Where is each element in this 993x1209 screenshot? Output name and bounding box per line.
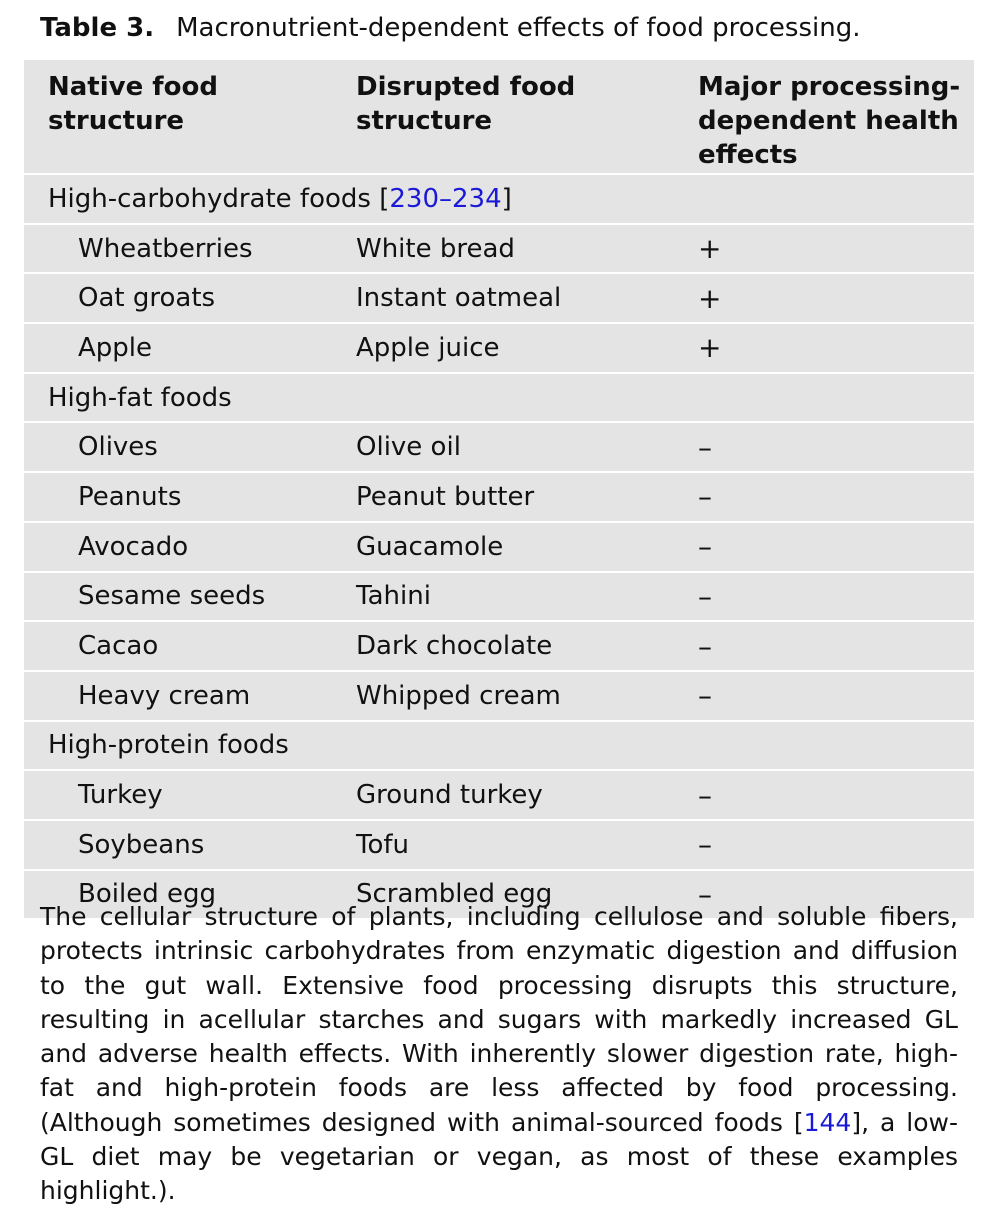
- effect-cell: +: [698, 273, 974, 323]
- table-row: [24, 621, 974, 671]
- header-native: Native food structure: [24, 60, 356, 174]
- food-processing-table: [24, 60, 974, 920]
- native-cell: Olives: [24, 422, 356, 472]
- effect-cell: –: [698, 422, 974, 472]
- effect-cell: –: [698, 621, 974, 671]
- effect-cell: –: [698, 522, 974, 572]
- native-cell: Apple: [24, 323, 356, 373]
- disrupted-cell: Dark chocolate: [356, 621, 698, 671]
- section-row-fat: [24, 373, 974, 423]
- footnote-text-end: ], a low-GL diet may be vegetarian or vegan, as most of these examples highlight.).: [40, 1107, 959, 1206]
- disrupted-cell: Tahini: [356, 572, 698, 622]
- disrupted-cell: Ground turkey: [356, 770, 698, 820]
- section-label: High-fat foods: [24, 373, 974, 423]
- table-row: [24, 273, 974, 323]
- table-row: [24, 323, 974, 373]
- effect-cell: –: [698, 671, 974, 721]
- table-row: [24, 572, 974, 622]
- native-cell: Heavy cream: [24, 671, 356, 721]
- effect-cell: +: [698, 323, 974, 373]
- native-cell: Soybeans: [24, 820, 356, 870]
- effect-cell: –: [698, 870, 974, 920]
- disrupted-cell: Tofu: [356, 820, 698, 870]
- disrupted-cell: Apple juice: [356, 323, 698, 373]
- header-row: [24, 60, 974, 174]
- table-row: [24, 820, 974, 870]
- native-cell: Peanuts: [24, 472, 356, 522]
- disrupted-cell: Guacamole: [356, 522, 698, 572]
- header-effects: Major processing-dependent health effects: [698, 60, 974, 174]
- disrupted-cell: Instant oatmeal: [356, 273, 698, 323]
- table-caption: [40, 8, 970, 48]
- section-label: High-protein foods: [24, 721, 974, 771]
- native-cell: Turkey: [24, 770, 356, 820]
- effect-cell: +: [698, 224, 974, 274]
- citation-link[interactable]: 230–234: [389, 183, 502, 214]
- table-row: [24, 522, 974, 572]
- section-row-carbohydrate: [24, 174, 974, 224]
- native-cell: Cacao: [24, 621, 356, 671]
- table-row: [24, 422, 974, 472]
- disrupted-cell: White bread: [356, 224, 698, 274]
- disrupted-cell: Whipped cream: [356, 671, 698, 721]
- section-label: High-carbohydrate foods [230–234]: [24, 174, 974, 224]
- table-row: [24, 472, 974, 522]
- header-disrupted: Disrupted food structure: [356, 60, 698, 174]
- disrupted-cell: Peanut butter: [356, 472, 698, 522]
- section-label-text: High-carbohydrate foods: [48, 183, 371, 214]
- table-title: Macronutrient-dependent effects of food processing.: [176, 13, 861, 43]
- native-cell: Boiled egg: [24, 870, 356, 920]
- table-row: [24, 770, 974, 820]
- table-row: [24, 224, 974, 274]
- section-row-protein: [24, 721, 974, 771]
- native-cell: Avocado: [24, 522, 356, 572]
- effect-cell: –: [698, 770, 974, 820]
- disrupted-cell: Scrambled egg: [356, 870, 698, 920]
- footnote-text: The cellular structure of plants, including cellulose and soluble fibers, protects intrinsic carbohydrates from enzymatic digestion and diffusion to the gut wall. Extensive food processing disrupts this structure, resulting in acellular starches and sugars with markedly increased GL and adverse health effects. With inherently slower digestion rate, high-fat and high-protein foods are less affected by food processing. (Although sometimes designed with animal-sourced foods [: [40, 902, 958, 1137]
- native-cell: Wheatberries: [24, 224, 356, 274]
- table-footnote: [40, 900, 958, 1209]
- effect-cell: –: [698, 472, 974, 522]
- table-row: [24, 671, 974, 721]
- native-cell: Sesame seeds: [24, 572, 356, 622]
- disrupted-cell: Olive oil: [356, 422, 698, 472]
- effect-cell: –: [698, 572, 974, 622]
- table-label: Table 3.: [40, 13, 155, 43]
- citation-link[interactable]: 144: [803, 1107, 852, 1137]
- effect-cell: –: [698, 820, 974, 870]
- native-cell: Oat groats: [24, 273, 356, 323]
